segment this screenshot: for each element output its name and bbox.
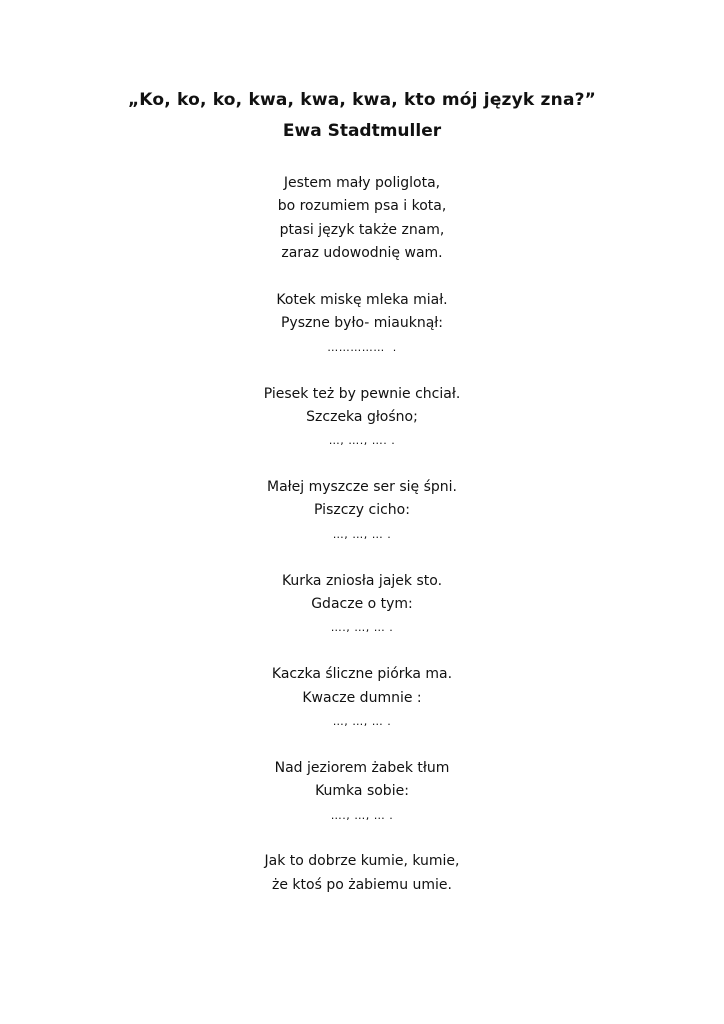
stanza-1 bbox=[0, 172, 724, 266]
stanza-gap bbox=[0, 827, 724, 850]
poem-line: Kaczka śliczne piórka ma. bbox=[271, 666, 453, 683]
poem-line: Kumka sobie: bbox=[315, 783, 409, 800]
poem-line: Pyszne było- miauknął: bbox=[280, 315, 444, 332]
stanza-gap bbox=[0, 266, 724, 289]
poem-line: Gdacze o tym: bbox=[311, 596, 413, 613]
stanza-5 bbox=[0, 570, 724, 640]
stanza-gap bbox=[0, 546, 724, 569]
poem-line: ptasi język także znam, bbox=[279, 221, 445, 238]
poem-line: Małej myszcze ser się śpni. bbox=[266, 479, 458, 496]
poem-line: Kwacze dumnie : bbox=[302, 689, 422, 706]
stanza-2 bbox=[0, 289, 724, 359]
poem-line: Piszczy cicho: bbox=[314, 502, 410, 519]
poem-line: Piesek też by pewnie chciał. bbox=[263, 385, 461, 402]
blank-sound-line: …, …, … . bbox=[332, 527, 392, 541]
poem-author: Ewa Stadtmuller bbox=[282, 121, 442, 141]
poem-line: Nad jeziorem żabek tłum bbox=[274, 759, 450, 776]
poem-line: Jak to dobrze kumie, kumie, bbox=[264, 853, 460, 870]
stanza-6 bbox=[0, 663, 724, 733]
blank-sound-line: …, …, … . bbox=[332, 714, 392, 728]
poem-line: zaraz udowodnię wam. bbox=[281, 245, 443, 262]
blank-sound-line: …………… . bbox=[327, 340, 397, 354]
poem-line: Kurka zniosła jajek sto. bbox=[281, 572, 443, 589]
poem-line: że ktoś po żabiemu umie. bbox=[272, 876, 452, 893]
poem-line: bo rozumiem psa i kota, bbox=[277, 198, 447, 215]
blank-sound-line: …., …, … . bbox=[330, 621, 394, 635]
stanza-gap bbox=[0, 359, 724, 382]
poem-body bbox=[0, 172, 724, 897]
stanza-gap bbox=[0, 733, 724, 756]
stanza-gap bbox=[0, 640, 724, 663]
stanza-gap bbox=[0, 453, 724, 476]
poem-title: „Ko, ko, ko, kwa, kwa, kwa, kto mój język zna?” bbox=[127, 90, 597, 110]
stanza-8 bbox=[0, 850, 724, 897]
poem-line: Szczeka głośno; bbox=[306, 408, 418, 425]
stanza-3 bbox=[0, 383, 724, 453]
stanza-4 bbox=[0, 476, 724, 546]
blank-sound-line: …., …, … . bbox=[330, 808, 394, 822]
poem-line: Kotek miskę mleka miał. bbox=[276, 291, 448, 308]
poem-line: Jestem mały poliglota, bbox=[283, 175, 441, 191]
stanza-7 bbox=[0, 757, 724, 827]
blank-sound-line: …, …., …. . bbox=[328, 434, 396, 448]
